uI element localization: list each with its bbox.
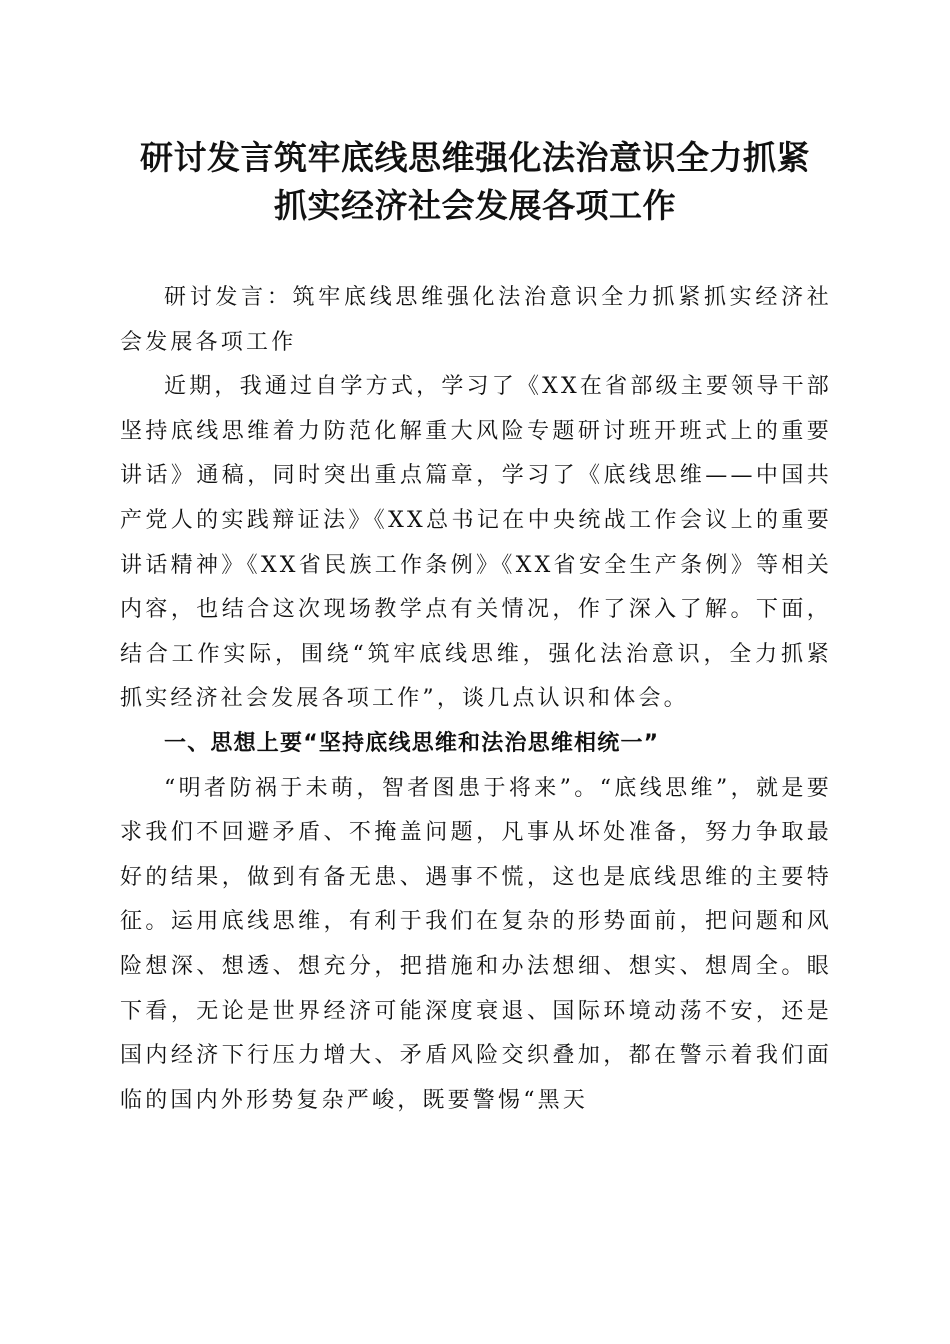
section-1-paragraph: “明者防祸于未萌，智者图患于将来”。“底线思维”，就是要求我们不回避矛盾、不掩盖问题，凡事从坏处准备，努力争取最好的结果，做到有备无患、遇事不慌，这也是底线思维的主要特征。运用底线思维，有利于我们在复杂的形势面前，把问题和风险想深、想透、想充分，把措施和办法想细、想实、想周全。眼下看，无论是世界经济可能深度衰退、国际环境动荡不安，还是国内经济下行压力增大、矛盾风险交织叠加，都在警示着我们面临的国内外形势复杂严峻，既要警惕“黑天 (120, 775, 832, 1113)
title-line-2: 抓实经济社会发展各项工作 (274, 186, 676, 225)
background-paragraph: 近期，我通过自学方式，学习了《XX在省部级主要领导干部坚持底线思维着力防范化解重大风险专题研讨班开班式上的重要讲话》通稿，同时突出重点篇章，学习了《底线思维——中国共产党人的实践辩证法》《XX总书记在中央统战工作会议上的重要讲话精神》《XX省民族工作条例》《XX省安全生产条例》等相关内容，也结合这次现场教学点有关情况，作了深入了解。下面，结合工作实际，围绕“筑牢底线思维，强化法治意识，全力抓紧抓实经济社会发展各项工作”，谈几点认识和体会。 (120, 374, 832, 712)
section-heading-1: 一、思想上要“坚持底线思维和法治思维相统一” (164, 730, 660, 756)
title-line-1: 研讨发言筑牢底线思维强化法治意识全力抓紧 (140, 138, 810, 177)
intro-paragraph: 研讨发言：筑牢底线思维强化法治意识全力抓紧抓实经济社会发展各项工作 (120, 285, 832, 355)
document-body (120, 276, 832, 1123)
document-title (100, 134, 850, 230)
